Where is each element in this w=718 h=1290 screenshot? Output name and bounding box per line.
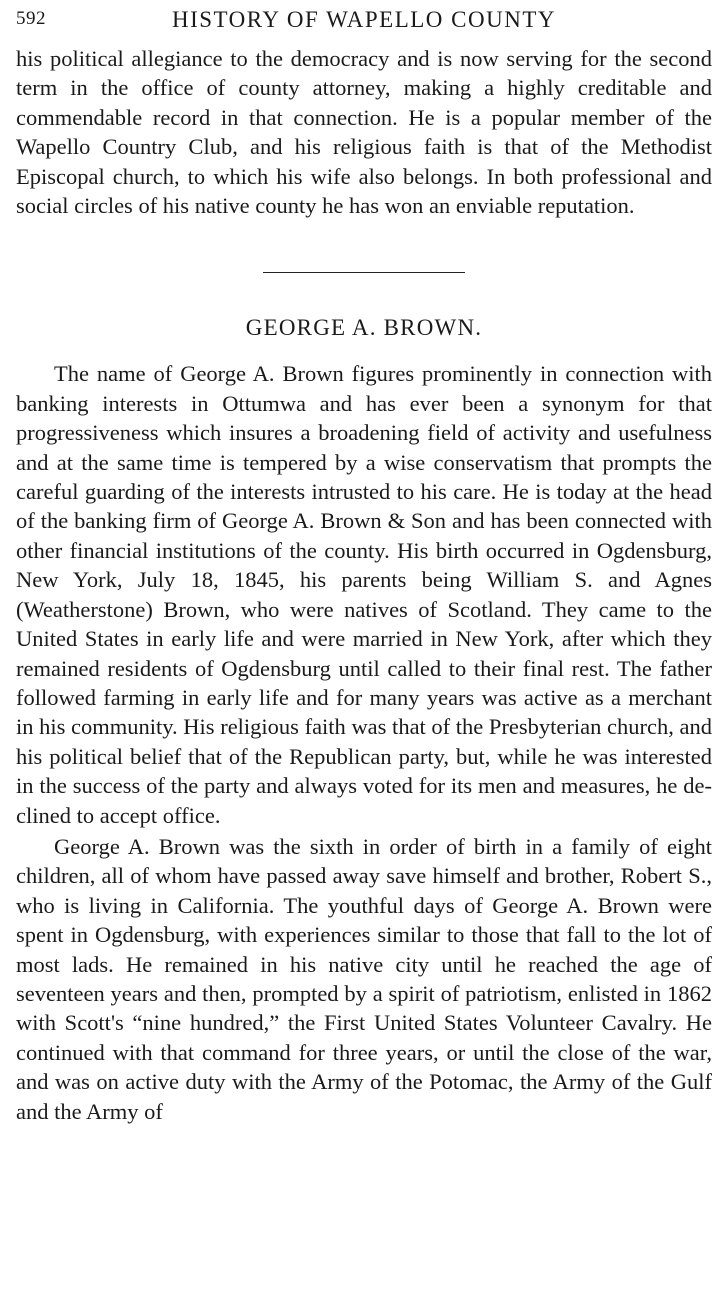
running-head <box>16 4 712 38</box>
section-title: GEORGE A. BROWN. <box>245 315 483 341</box>
running-title: HISTORY OF WAPELLO COUNTY <box>171 7 557 32</box>
book-page <box>16 4 712 1126</box>
body-paragraph: The name of George A. Brown figures prominently in connection with banking interests in Ottumwa and has ever been a synonym for that progressiveness which insures a broadening field of activity and usefulness and at the same time is tempered by a wise conservatism that prompts the careful guarding of the interests intrusted to his care. He is today at the head of the banking firm of George A. Brown & Son and has been connected with other financial institutions of the county. His birth occurred in Ogdensburg, New York, July 18, 1845, his parents being William S. and Agnes (Weatherstone) Brown, who were natives of Scotland. They came to the United States in early life and were married in New York, after which they remained residents of Ogdensburg until called to their final rest. The father followed farming in early life and for many years was active as a merchant in his community. His religious faith was that of the Presbyterian church, and his political belief that of the Republican party, but, while he was interested in the success of the party and always voted for its men and measures, he declined to accept office. <box>16 361 712 828</box>
continued-paragraph: his political allegiance to the democracy and is now serving for the second term in the office of county attorney, making a highly creditable and commendable record in that connection. He is a popular member of the Wapello Country Club, and his religious faith is that of the Methodist Episcopal church, to which his wife also belongs. In both professional and social circles of his native county he has won an enviable reputation. <box>16 46 712 219</box>
body-paragraph: George A. Brown was the sixth in order of birth in a family of eight children, all of whom have passed away save himself and brother, Robert S., who is living in California. The youthful days of George A. Brown were spent in Ogdensburg, with experiences similar to those that fall to the lot of most lads. He remained in his native city until he reached the age of seventeen years and then, prompted by a spirit of patriotism, enlisted in 1862 with Scott's “nine hundred,” the First United States Volunteer Cavalry. He continued with that command for three years, or until the close of the war, and was on active duty with the Army of the Potomac, the Army of the Gulf and the Army of <box>16 833 712 1124</box>
page-number: 592 <box>16 8 46 29</box>
section-divider <box>263 272 465 273</box>
